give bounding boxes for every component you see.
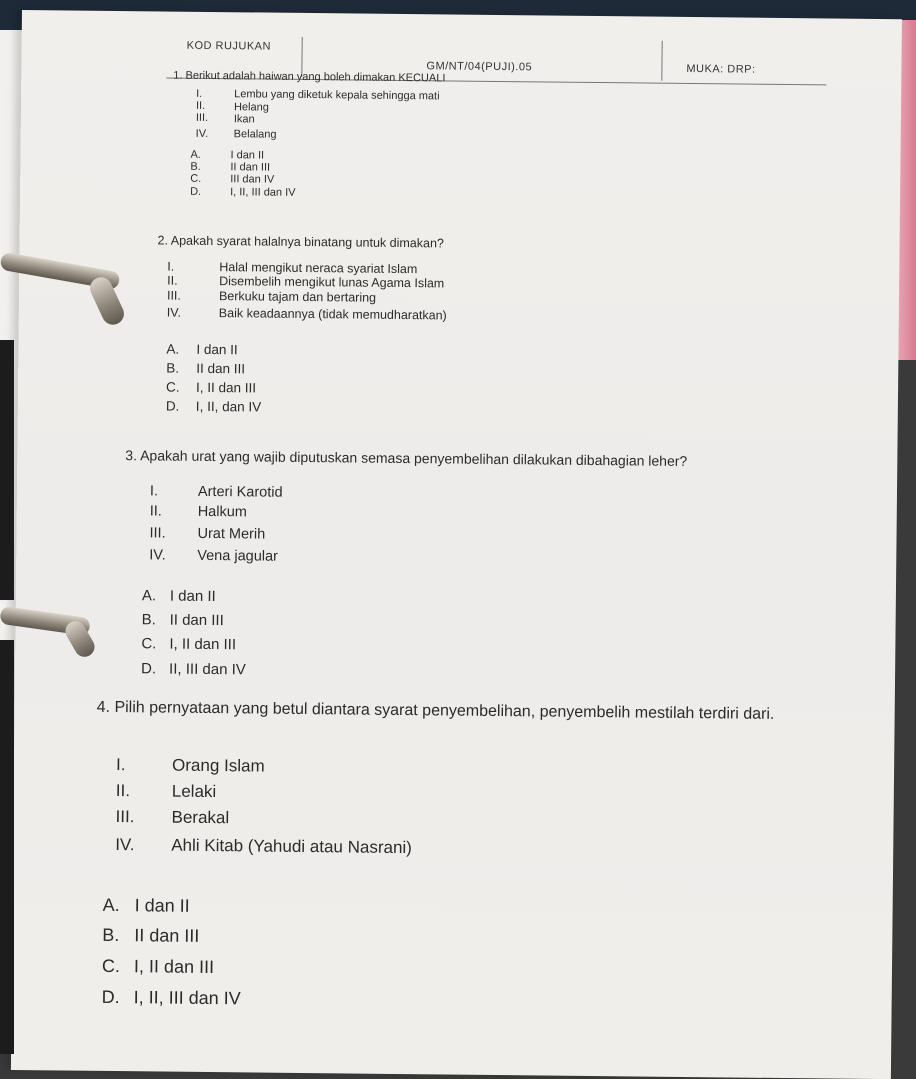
list-item: II. (195, 99, 206, 112)
list-item: IV. (149, 547, 166, 564)
list-item: Belalang (233, 128, 277, 141)
question-3-text: 3. Apakah urat yang wajib diputuskan semasa penyembelihan dilakukan dibahagian leher? (125, 447, 688, 469)
list-item: I. (149, 483, 159, 500)
option-b[interactable]: B. (102, 924, 120, 946)
binder-spine (0, 640, 14, 1054)
question-3 (125, 447, 687, 469)
option-b[interactable]: B. (141, 611, 156, 629)
option-c[interactable]: C. (101, 955, 121, 977)
list-item: Lembu yang diketuk kepala sehingga mati (234, 88, 440, 103)
list-item: Ikan (233, 113, 255, 126)
option-b[interactable]: B. (190, 160, 201, 173)
option-d[interactable]: D. (165, 398, 180, 414)
kod-rujukan-label: KOD RUJUKAN (186, 39, 272, 53)
list-item: Berkuku tajam dan bertaring (218, 289, 377, 305)
option-d-text: I, II, dan IV (195, 398, 262, 415)
page-number-label: MUKA: DRP: (686, 62, 756, 76)
option-b-text: II dan III (196, 360, 246, 377)
reference-code: GM/NT/04(PUJI).05 (426, 60, 533, 74)
list-item: Urat Merih (197, 525, 266, 543)
list-item: II. (167, 273, 178, 288)
list-item: III. (195, 111, 209, 124)
option-a-text: I dan II (230, 149, 265, 162)
list-item: III. (166, 288, 181, 303)
option-c-text: III dan IV (230, 173, 275, 186)
option-b-text: II dan III (230, 161, 271, 174)
option-c[interactable]: C. (141, 635, 157, 653)
question-2 (158, 233, 444, 250)
list-item: IV. (195, 127, 209, 140)
list-item: Halal mengikut neraca syariat Islam (219, 260, 418, 277)
list-item: II. (115, 781, 131, 801)
option-d[interactable]: D. (190, 185, 202, 198)
list-item: Disembelih mengikut lunas Agama Islam (219, 274, 445, 291)
list-item: Orang Islam (172, 755, 265, 776)
option-a[interactable]: A. (141, 587, 157, 605)
question-4-text: 4. Pilih pernyataan yang betul diantara syarat penyembelihan, penyembelih mestilah terdiri dari. (96, 698, 775, 723)
binder-spine (0, 340, 14, 600)
option-d-text: II, III dan IV (169, 660, 246, 679)
option-a[interactable]: A. (190, 148, 201, 161)
option-c[interactable]: C. (165, 379, 180, 395)
list-item: IV. (115, 835, 135, 855)
option-d[interactable]: D. (101, 986, 120, 1008)
option-d-text: I, II, III dan IV (230, 186, 296, 199)
option-a-text: I dan II (169, 587, 216, 606)
list-item: III. (115, 807, 135, 827)
option-b-text: II dan III (169, 611, 224, 630)
option-a[interactable]: A. (102, 894, 120, 916)
list-item: Arteri Karotid (197, 483, 283, 501)
question-4 (97, 699, 775, 724)
question-2-text: 2. Apakah syarat halalnya binatang untuk dimakan? (157, 233, 444, 251)
question-1-text: 1. Berikut adalah haiwan yang boleh dimakan KECUALI (173, 69, 446, 85)
option-a[interactable]: A. (166, 341, 180, 357)
list-item: Helang (233, 101, 269, 114)
option-a-text: I dan II (134, 895, 190, 916)
option-c-text: I, II dan III (195, 379, 257, 396)
option-c-text: I, II dan III (133, 956, 215, 978)
list-item: III. (149, 525, 166, 542)
option-b[interactable]: B. (166, 360, 180, 376)
option-d[interactable]: D. (141, 660, 157, 678)
option-b-text: II dan III (134, 925, 200, 946)
worksheet-page (11, 10, 902, 1079)
list-item: Lelaki (171, 781, 217, 802)
list-item: I. (116, 755, 126, 775)
option-d-text: I, II, III dan IV (133, 987, 241, 1009)
list-item: Berakal (171, 807, 230, 828)
option-c[interactable]: C. (190, 172, 202, 185)
list-item: Halkum (197, 503, 247, 521)
question-1 (173, 70, 445, 85)
list-item: Vena jagular (197, 547, 278, 565)
list-item: I. (167, 259, 175, 274)
option-c-text: I, II dan III (169, 635, 237, 654)
list-item: IV. (166, 305, 182, 320)
option-a-text: I dan II (196, 341, 238, 358)
list-item: II. (149, 503, 162, 520)
list-item: I. (196, 87, 203, 100)
list-item: Baik keadaannya (tidak memudharatkan) (218, 306, 447, 323)
list-item: Ahli Kitab (Yahudi atau Nasrani) (171, 835, 413, 858)
